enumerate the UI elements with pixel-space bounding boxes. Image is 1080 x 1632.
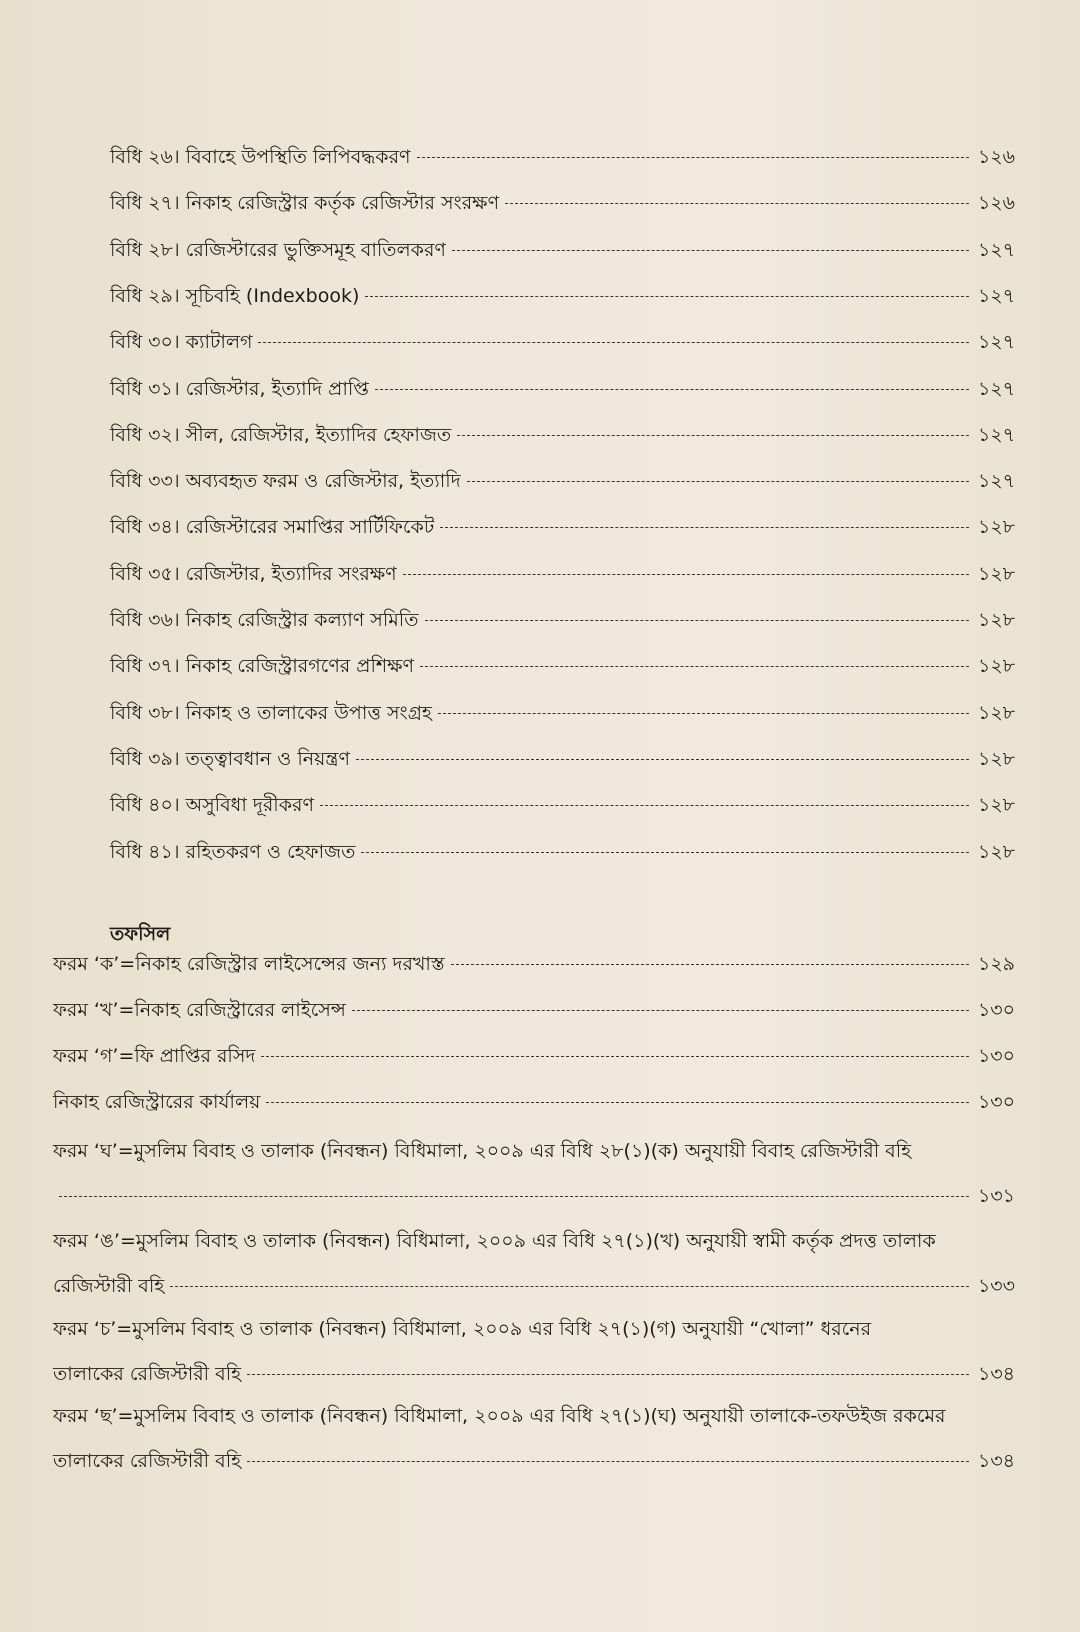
toc-entry-rule: [110, 282, 1015, 314]
entry-page-number: ১২৮: [977, 747, 1015, 770]
entry-page-number: ১২৭: [977, 377, 1015, 400]
entry-page-number: ১২৮: [977, 701, 1015, 724]
entry-page-number: ১৩১: [977, 1185, 1015, 1207]
entry-page-number: ১৩৪: [977, 1450, 1015, 1472]
toc-entry-rule: [110, 652, 1015, 684]
toc-entry-rule: [110, 421, 1015, 453]
toc-entry-form-long-tail: [53, 1182, 1015, 1214]
entry-page-number: ১২৯: [977, 953, 1015, 975]
toc-entry-form-long-text: ফরম ‘ঘ’=মুসলিম বিবাহ ও তালাক (নিবন্ধন) বিধিমালা, ২০০৯ এর বিধি ২৮(১)(ক) অনুযায়ী বিবাহ রেজিস্টারী বহি: [53, 1140, 912, 1162]
toc-entry-rule: [110, 375, 1015, 407]
entry-page-number: ১২৮: [977, 840, 1015, 863]
entry-label: বিধি ৪১। রহিতকরণ ও হেফাজত: [110, 840, 356, 863]
entry-label: বিধি ৩৭। নিকাহ রেজিস্ট্রারগণের প্রশিক্ষণ: [110, 655, 415, 678]
entry-page-number: ১২৬: [977, 192, 1015, 215]
dot-leader: [505, 203, 969, 204]
dot-leader: [440, 527, 969, 528]
toc-entry-rule: [110, 467, 1015, 499]
toc-entry-rule: [110, 513, 1015, 545]
dot-leader: [467, 481, 969, 482]
entry-label: বিধি ৩২। সীল, রেজিস্টার, ইত্যাদির হেফাজত: [110, 423, 452, 446]
dot-leader: [452, 250, 969, 251]
entry-page-number: ১২৮: [977, 562, 1015, 585]
entry-label: বিধি ৩০। ক্যাটালগ: [110, 331, 253, 354]
entry-page-number: ১২৮: [977, 794, 1015, 817]
toc-entry-form-long-text: ফরম ‘চ’=মুসলিম বিবাহ ও তালাক (নিবন্ধন) বিধিমালা, ২০০৯ এর বিধি ২৭(১)(গ) অনুযায়ী “খোলা” ধরনের: [53, 1318, 872, 1340]
toc-entry-form-long-text: ফরম ‘ঙ’=মুসলিম বিবাহ ও তালাক (নিবন্ধন) বিধিমালা, ২০০৯ এর বিধি ২৭(১)(খ) অনুযায়ী স্বামী কর্তৃক প্রদত্ত তালাক: [53, 1230, 936, 1252]
toc-entry-rule: [110, 791, 1015, 823]
dot-leader: [451, 964, 969, 965]
toc-entry-rule: [110, 143, 1015, 175]
entry-label: বিধি ৩৮। নিকাহ ও তালাকের উপাত্ত সংগ্রহ: [110, 701, 432, 724]
entry-label: বিধি ২৬। বিবাহে উপস্থিতি লিপিবদ্ধকরণ: [110, 146, 411, 168]
entry-label: তালাকের রেজিস্টারী বহি: [53, 1450, 242, 1472]
entry-label: বিধি ৩৬। নিকাহ রেজিস্ট্রার কল্যাণ সমিতি: [110, 609, 419, 631]
entry-label: বিধি ২৮। রেজিস্টারের ভুক্তিসমূহ বাতিলকরণ: [110, 238, 446, 261]
toc-entry-rule: [110, 745, 1015, 777]
entry-page-number: ১৩৪: [977, 1363, 1015, 1385]
entry-page-number: ১২৭: [977, 238, 1015, 261]
toc-entry-rule: [110, 699, 1015, 731]
entry-page-number: ১৩৩: [977, 1275, 1015, 1297]
dot-leader: [247, 1461, 969, 1462]
toc-entry-rule: [110, 606, 1015, 638]
toc-entry-form-long-text: ফরম ‘ছ’=মুসলিম বিবাহ ও তালাক (নিবন্ধন) বিধিমালা, ২০০৯ এর বিধি ২৭(১)(ঘ) অনুযায়ী তালাকে-তফউইজ রকমের: [53, 1405, 946, 1427]
toc-entry-form-long-tail: [53, 1447, 1015, 1479]
toc-entry-rule: [110, 189, 1015, 221]
dot-leader: [59, 1196, 969, 1197]
toc-entry-form-long-tail: [53, 1360, 1015, 1392]
dot-leader: [247, 1374, 969, 1375]
toc-entry-rule: [110, 560, 1015, 592]
entry-label: তালাকের রেজিস্টারী বহি: [53, 1363, 242, 1385]
entry-label: নিকাহ রেজিস্ট্রারের কার্যালয়: [53, 1091, 261, 1113]
entry-page-number: ১৩০: [977, 999, 1015, 1021]
dot-leader: [258, 342, 969, 343]
toc-entry-form-long-tail: [53, 1272, 1015, 1304]
dot-leader: [365, 296, 969, 297]
entry-label: বিধি ২৯। সূচিবহি (Indexbook): [110, 284, 360, 307]
dot-leader: [266, 1102, 969, 1103]
entry-page-number: ১২৬: [977, 146, 1015, 168]
entry-page-number: ১৩০: [977, 1091, 1015, 1113]
entry-label: বিধি ৩৯। তত্ত্বাবধান ও নিয়ন্ত্রণ: [110, 747, 350, 770]
dot-leader: [417, 157, 969, 158]
dot-leader: [438, 713, 969, 714]
dot-leader: [170, 1286, 969, 1287]
entry-label: ফরম ‘খ’=নিকাহ রেজিস্ট্রারের লাইসেন্স: [53, 999, 346, 1021]
toc-entry-form: [53, 1088, 1015, 1120]
dot-leader: [457, 435, 969, 436]
dot-leader: [420, 666, 969, 667]
entry-page-number: ১৩০: [977, 1045, 1015, 1067]
entry-page-number: ১২৮: [977, 655, 1015, 678]
entry-label: বিধি ৩৪। রেজিস্টারের সমাপ্তির সার্টিফিকেট: [110, 516, 435, 539]
toc-entry-rule: [110, 328, 1015, 360]
toc-entry-rule: [110, 838, 1015, 870]
entry-page-number: ১২৭: [977, 284, 1015, 307]
dot-leader: [320, 805, 969, 806]
entry-page-number: ১২৮: [977, 516, 1015, 539]
entry-label: বিধি ৩৫। রেজিস্টার, ইত্যাদির সংরক্ষণ: [110, 562, 397, 585]
entry-label: বিধি ৩৩। অব্যবহৃত ফরম ও রেজিস্টার, ইত্যাদি: [110, 470, 461, 493]
dot-leader: [356, 759, 969, 760]
entry-label: রেজিস্টারী বহি: [53, 1275, 165, 1297]
toc-entry-form: [53, 1042, 1015, 1074]
dot-leader: [361, 852, 969, 853]
toc-entry-form: [53, 950, 1015, 982]
dot-leader: [425, 620, 969, 621]
entry-label: ফরম ‘ক’=নিকাহ রেজিস্ট্রার লাইসেন্সের জন্য দরখাস্ত: [53, 953, 445, 975]
entry-label: বিধি ৩১। রেজিস্টার, ইত্যাদি প্রাপ্তি: [110, 377, 369, 400]
entry-page-number: ১২৭: [977, 470, 1015, 493]
entry-page-number: ১২৮: [977, 609, 1015, 631]
dot-leader: [261, 1056, 969, 1057]
toc-entry-form: [53, 996, 1015, 1028]
entry-label: ফরম ‘গ’=ফি প্রাপ্তির রসিদ: [53, 1045, 256, 1067]
entry-page-number: ১২৭: [977, 423, 1015, 446]
entry-page-number: ১২৭: [977, 331, 1015, 354]
entry-label: বিধি ২৭। নিকাহ রেজিস্ট্রার কর্তৃক রেজিস্টার সংরক্ষণ: [110, 192, 500, 215]
toc-entry-rule: [110, 236, 1015, 268]
dot-leader: [352, 1010, 969, 1011]
dot-leader: [403, 574, 969, 575]
section-heading: তফসিল: [110, 923, 171, 945]
entry-label: বিধি ৪০। অসুবিধা দূরীকরণ: [110, 794, 314, 817]
dot-leader: [375, 389, 969, 390]
